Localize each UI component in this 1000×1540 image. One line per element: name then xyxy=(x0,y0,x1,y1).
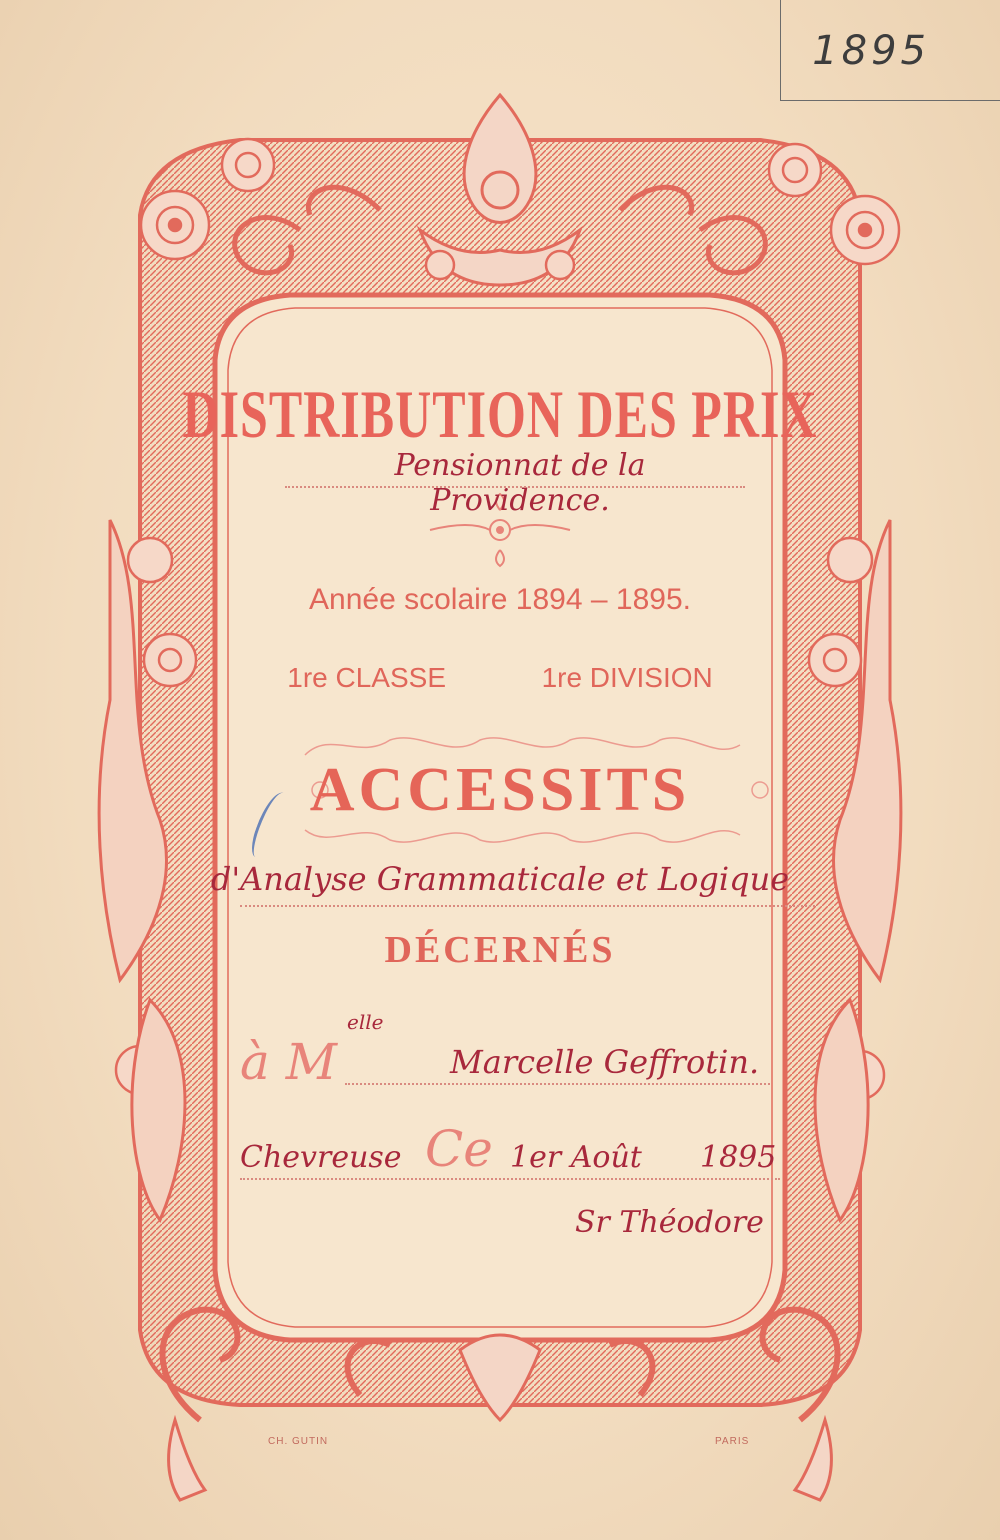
institution-dotted-line xyxy=(285,486,745,488)
class-division-line xyxy=(0,662,1000,694)
decernes-label: DÉCERNÉS xyxy=(384,929,616,971)
recipient-prefix: à M xyxy=(240,1033,337,1091)
signature: Sr Théodore xyxy=(575,1205,764,1240)
certificate-title: DISTRIBUTION DES PRIX xyxy=(182,376,818,452)
recipient-dotted-line xyxy=(345,1083,770,1085)
place: Chevreuse xyxy=(240,1140,402,1175)
recipient-superscript: elle xyxy=(347,1010,384,1034)
classe-label: 1re CLASSE xyxy=(287,662,446,693)
award-subject: d'Analyse Grammaticale et Logique xyxy=(210,860,790,898)
school-year: Année scolaire 1894 – 1895. xyxy=(309,583,691,616)
printer-name: CH. GUTIN xyxy=(268,1436,329,1447)
award-year: 1895 xyxy=(700,1140,777,1175)
division-label: 1re DIVISION xyxy=(541,662,713,693)
printer-city: PARIS xyxy=(715,1436,750,1447)
date-dotted-line xyxy=(240,1178,780,1180)
award-date: 1er Août xyxy=(510,1140,642,1175)
subject-dotted-line xyxy=(240,905,815,907)
ce-label: Ce xyxy=(425,1120,493,1178)
recipient-name: Marcelle Geffrotin. xyxy=(450,1043,760,1081)
award-title: ACCESSITS xyxy=(309,756,691,824)
institution-name: Pensionnat de la Providence. xyxy=(394,448,646,518)
archive-year: 1895 xyxy=(812,28,930,74)
